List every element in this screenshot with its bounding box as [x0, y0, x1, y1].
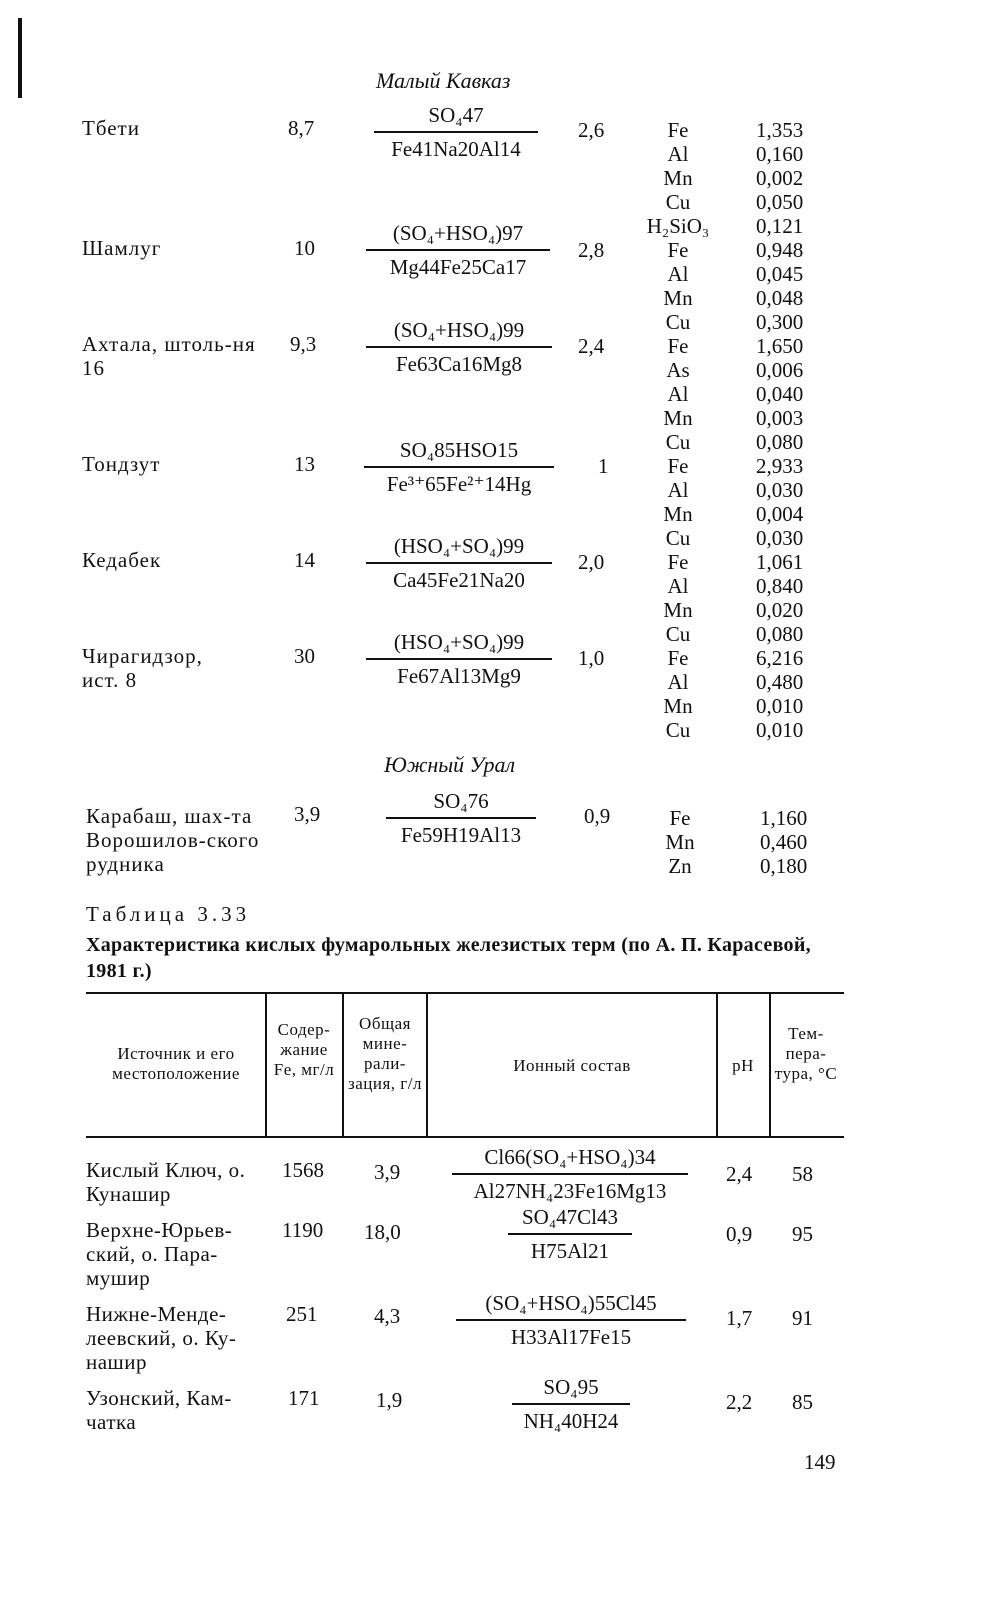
formula-denominator: H75Al21: [530, 1239, 610, 1263]
element-symbol: Cu: [665, 622, 691, 646]
mineralization: 18,0: [364, 1220, 401, 1244]
mineralization: 4,3: [374, 1304, 401, 1328]
formula-denominator: Fe67Al13Mg9: [397, 664, 521, 688]
source-name: Ахтала, штоль-ня 16: [82, 332, 256, 380]
region-heading: Южный Урал: [384, 752, 516, 777]
element-value: 0,003: [756, 406, 804, 430]
formula-numerator: (HSO₄+SO₄)99: [366, 531, 552, 564]
header-mineralization: Общая мине-рали-зация, г/л: [348, 1014, 422, 1093]
column-divider: [265, 994, 267, 1136]
row-value: 13: [294, 452, 315, 476]
ph-value: 2,8: [578, 238, 605, 262]
element-symbol: Mn: [663, 406, 693, 430]
element-value: 0,121: [756, 214, 804, 238]
element-symbol: Zn: [668, 854, 692, 878]
formula-denominator: Mg44Fe25Ca17: [389, 255, 527, 279]
formula-numerator: SO₄76: [386, 786, 536, 819]
element-value: 0,948: [756, 238, 804, 262]
formula-numerator: SO₄95: [512, 1372, 630, 1405]
ph-value: 1,0: [578, 646, 605, 670]
element-value: 0,080: [756, 430, 804, 454]
temperature-value: 95: [792, 1222, 813, 1246]
element-symbol: Fe: [667, 118, 689, 142]
temperature-value: 85: [792, 1390, 813, 1414]
ph-value: 1,7: [726, 1306, 753, 1330]
element-symbol: Cu: [665, 526, 691, 550]
element-symbol: Fe: [667, 454, 689, 478]
formula-denominator: Al27NH₄23Fe16Mg13: [473, 1179, 667, 1203]
source-name: Узонский, Кам-чатка: [86, 1386, 232, 1434]
source-name: Кислый Ключ, о. Кунашир: [86, 1158, 246, 1206]
ion-formula: [366, 218, 550, 282]
formula-denominator: Fe41Na20Al14: [391, 137, 521, 161]
ion-formula: [374, 100, 538, 164]
margin-bar: [18, 18, 22, 98]
header-temperature: Тем-пера-тура, °С: [774, 1024, 838, 1083]
temperature-value: 58: [792, 1162, 813, 1186]
ion-formula: [512, 1372, 630, 1436]
element-value: 0,006: [756, 358, 804, 382]
element-value: 0,048: [756, 286, 804, 310]
element-value: 0,030: [756, 526, 804, 550]
source-name: Тбети: [82, 116, 140, 140]
element-value: 2,933: [756, 454, 804, 478]
source-name: Верхне-Юрьев-ский, о. Пара-мушир: [86, 1218, 233, 1290]
ph-value: 0,9: [584, 804, 611, 828]
fe-content: 1190: [282, 1218, 324, 1242]
element-value: 1,061: [756, 550, 804, 574]
ph-value: 2,4: [726, 1162, 753, 1186]
element-symbol: Fe: [667, 646, 689, 670]
page-number: 149: [804, 1450, 836, 1474]
ion-formula: [364, 435, 554, 499]
column-divider: [769, 994, 771, 1136]
element-symbol: Cu: [665, 190, 691, 214]
column-divider: [426, 994, 428, 1136]
formula-numerator: SO₄47Cl43: [508, 1202, 632, 1235]
formula-denominator: Fe63Ca16Mg8: [396, 352, 522, 376]
mineralization: 1,9: [376, 1388, 403, 1412]
element-symbol: Al: [667, 262, 689, 286]
element-value: 1,353: [756, 118, 804, 142]
element-value: 1,650: [756, 334, 804, 358]
element-list: [628, 118, 728, 742]
element-value: 0,460: [760, 830, 808, 854]
source-name: Карабаш, шах-та Ворошилов-ского рудника: [86, 804, 260, 876]
element-value: 6,216: [756, 646, 804, 670]
formula-denominator: Fe59H19Al13: [400, 823, 522, 847]
formula-numerator: SO₄85HSO15: [364, 435, 554, 468]
mineralization: 3,9: [374, 1160, 401, 1184]
formula-denominator: Ca45Fe21Na20: [393, 568, 525, 592]
element-symbol: Al: [667, 142, 689, 166]
value-list: [760, 806, 807, 878]
ion-formula: [366, 531, 552, 595]
row-value: 3,9: [294, 802, 321, 826]
header-ph: pH: [732, 1056, 754, 1075]
element-value: 0,045: [756, 262, 804, 286]
element-value: 0,020: [756, 598, 804, 622]
row-value: 14: [294, 548, 315, 572]
ph-value: 2,2: [726, 1390, 753, 1414]
element-value: 0,010: [756, 694, 804, 718]
element-symbol: H₂SiO₃: [646, 214, 710, 238]
element-value: 0,080: [756, 622, 804, 646]
element-value: 0,050: [756, 190, 804, 214]
element-value: 0,300: [756, 310, 804, 334]
element-symbol: Mn: [663, 502, 693, 526]
element-symbol: Fe: [669, 806, 691, 830]
column-divider: [716, 994, 718, 1136]
element-value: 0,180: [760, 854, 808, 878]
element-symbol: Cu: [665, 430, 691, 454]
element-symbol: Fe: [667, 238, 689, 262]
row-value: 9,3: [290, 332, 317, 356]
formula-denominator: NH₄40H24: [523, 1409, 619, 1433]
ph-value: 2,0: [578, 550, 605, 574]
element-symbol: As: [666, 358, 690, 382]
element-value: 0,004: [756, 502, 804, 526]
element-symbol: Fe: [667, 334, 689, 358]
element-value: 0,030: [756, 478, 804, 502]
element-value: 1,160: [760, 806, 808, 830]
ion-formula: [366, 627, 552, 691]
formula-numerator: Cl66(SO₄+HSO₄)34: [452, 1142, 688, 1175]
ph-value: 1: [598, 454, 609, 478]
table-number: Таблица 3.33: [86, 902, 251, 926]
ion-formula: [366, 315, 552, 379]
element-value: 0,010: [756, 718, 804, 742]
ph-value: 0,9: [726, 1222, 753, 1246]
value-list: [756, 118, 803, 742]
element-symbol: Mn: [663, 598, 693, 622]
element-symbol: Mn: [663, 286, 693, 310]
source-name: Чирагидзор, ист. 8: [82, 644, 203, 692]
row-value: 10: [294, 236, 315, 260]
header-source: Источник и его местоположение: [112, 1044, 240, 1083]
table-header-rule: [86, 1136, 844, 1138]
element-value: 0,160: [756, 142, 804, 166]
element-symbol: Cu: [665, 718, 691, 742]
formula-numerator: (SO₄+HSO₄)99: [366, 315, 552, 348]
row-value: 30: [294, 644, 315, 668]
element-symbol: Mn: [663, 694, 693, 718]
element-symbol: Cu: [665, 310, 691, 334]
column-divider: [342, 994, 344, 1136]
element-value: 0,840: [756, 574, 804, 598]
source-name: Шамлуг: [82, 236, 162, 260]
source-name: Тондзут: [82, 452, 161, 476]
formula-numerator: (SO₄+HSO₄)55Cl45: [456, 1288, 686, 1321]
element-list: [630, 806, 730, 878]
element-symbol: Mn: [663, 166, 693, 190]
fe-content: 171: [288, 1386, 320, 1410]
table-title: Характеристика кислых фумарольных железистых терм (по А. П. Карасевой, 1981 г.): [86, 934, 811, 982]
ion-formula: [508, 1202, 632, 1266]
table-top-rule: [86, 992, 844, 994]
formula-denominator: H33Al17Fe15: [510, 1325, 632, 1349]
element-symbol: Al: [667, 478, 689, 502]
element-symbol: Al: [667, 670, 689, 694]
element-symbol: Al: [667, 574, 689, 598]
element-value: 0,002: [756, 166, 804, 190]
ion-formula: [456, 1288, 686, 1352]
element-value: 0,480: [756, 670, 804, 694]
fe-content: 251: [286, 1302, 318, 1326]
ion-formula: [452, 1142, 688, 1206]
source-name: Кедабек: [82, 548, 162, 572]
row-value: 8,7: [288, 116, 315, 140]
ph-value: 2,6: [578, 118, 605, 142]
element-symbol: Fe: [667, 550, 689, 574]
formula-numerator: (HSO₄+SO₄)99: [366, 627, 552, 660]
region-heading: Малый Кавказ: [376, 68, 511, 93]
header-ionic-composition: Ионный состав: [513, 1056, 631, 1075]
element-symbol: Mn: [665, 830, 695, 854]
formula-numerator: SO₄47: [374, 100, 538, 133]
temperature-value: 91: [792, 1306, 813, 1330]
formula-denominator: Fe³⁺65Fe²⁺14Hg: [386, 472, 532, 496]
fe-content: 1568: [282, 1158, 324, 1182]
ion-formula: [386, 786, 536, 850]
formula-numerator: (SO₄+HSO₄)97: [366, 218, 550, 251]
ph-value: 2,4: [578, 334, 605, 358]
header-fe: Содер-жание Fe, мг/л: [273, 1020, 335, 1079]
source-name: Нижне-Менде-леевский, о. Ку-нашир: [86, 1302, 237, 1374]
element-symbol: Al: [667, 382, 689, 406]
element-value: 0,040: [756, 382, 804, 406]
